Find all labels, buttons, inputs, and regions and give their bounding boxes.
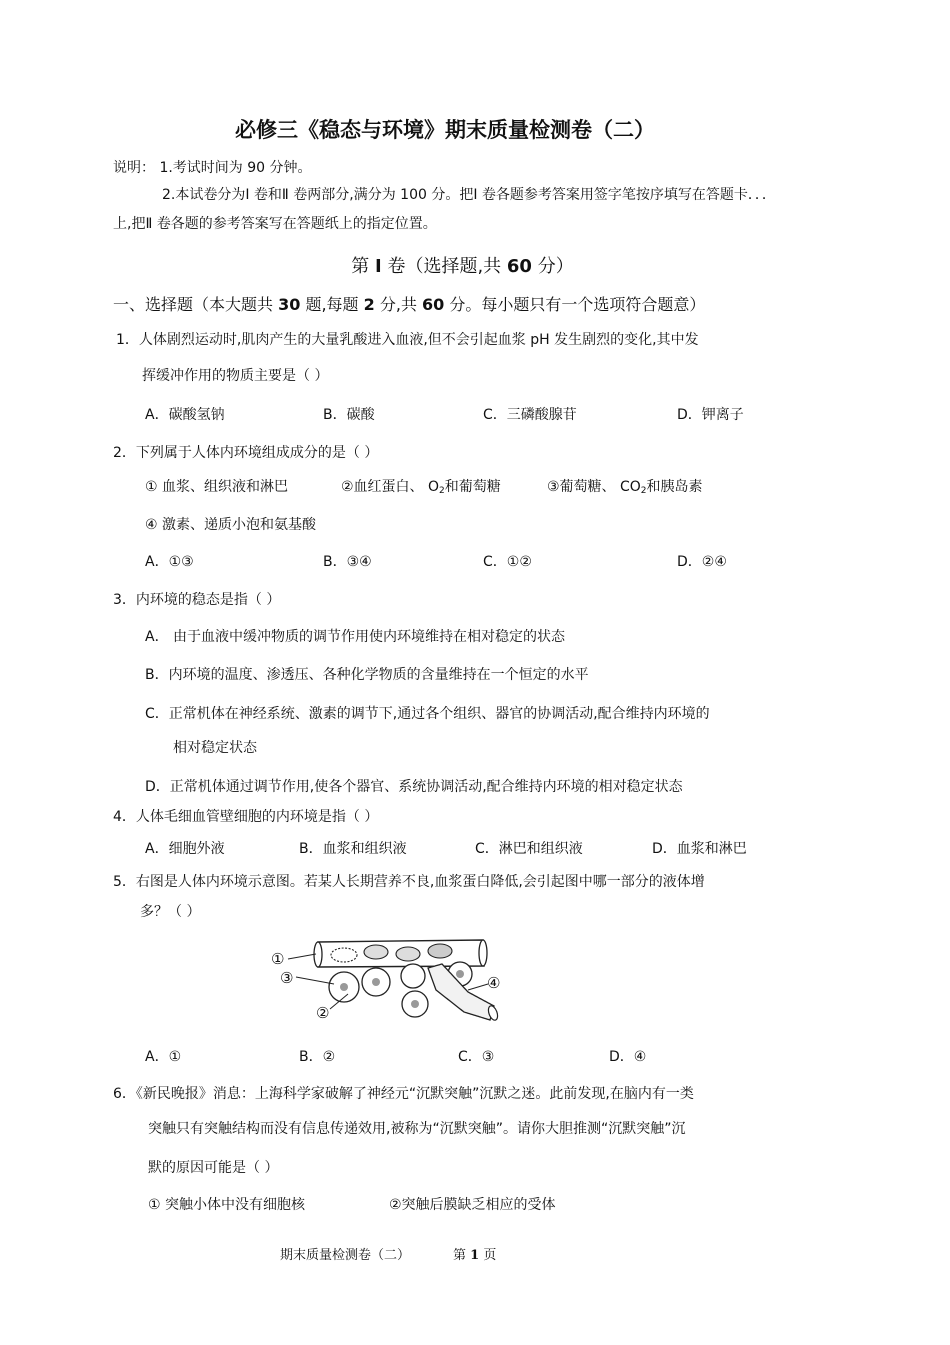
q5-line-1: 5．右图是人体内环境示意图。若某人长期营养不良,血浆蛋白降低,会引起图中哪一部分的液体增 [113,874,705,890]
part-count: 30 [278,295,301,314]
q2-option-c: C．①② [483,554,532,570]
note-line-2: 2.本试卷分为Ⅰ 卷和Ⅱ 卷两部分,满分为 100 分。把Ⅰ 卷各题参考答案用签字笔按序填写在答题卡．．． [162,187,776,203]
part-each: 2 [363,295,375,314]
q2-item-4: ④ 激素、递质小泡和氨基酸 [145,517,317,533]
section-heading [0,252,925,278]
section-roman: I [375,256,382,277]
q4-stem: 4．人体毛细血管壁细胞的内环境是指（ ） [113,809,379,825]
q2-item-2 [341,476,501,496]
cell-nucleus [456,970,464,978]
figure-label-4: ④ [487,974,501,992]
note-line-3: 上,把Ⅱ 卷各题的参考答案写在答题纸上的指定位置。 [113,216,437,232]
blood-cell [396,947,420,961]
footer-page-post: 页 [479,1248,497,1263]
cell-nucleus [340,983,348,991]
q4-option-a: A．细胞外液 [145,841,225,857]
q6-line-2: 突触只有突触结构而没有信息传递效用,被称为“沉默突触”。请你大胆推测“沉默突触”沉 [148,1121,686,1137]
q4-option-b: B．血浆和组织液 [299,841,407,857]
q5-option-a: A．① [145,1049,182,1065]
q5-line-2: 多？（ ） [140,904,201,920]
q4-option-d: D．血浆和淋巴 [652,841,747,857]
q5-option-c: C．③ [458,1049,495,1065]
q3-option-c-line-2: 相对稳定状态 [173,740,257,756]
q6-item-2: ②突触后膜缺乏相应的受体 [389,1197,556,1213]
q1-option-d: D．钾离子 [677,407,744,423]
q2-option-d: D．②④ [677,554,727,570]
part-post: 分。每小题只有一个选项符合题意） [444,295,706,314]
section-score: 60 [506,256,532,277]
q1-line-1: 1．人体剧烈运动时,肌肉产生的大量乳酸进入血液,但不会引起血浆 pH 发生剧烈的变化,其中发 [116,332,699,348]
q5-option-b: B．② [299,1049,336,1065]
q2-item-3 [547,476,703,496]
q2-option-a: A．①③ [145,554,194,570]
q2-item-2-b: 和葡萄糖 [444,479,501,495]
q3-stem: 3．内环境的稳态是指（ ） [113,592,281,608]
footer-doc-name: 期末质量检测卷（二） [280,1248,411,1263]
figure-label-3: ③ [280,969,294,987]
part-total: 60 [422,295,445,314]
label-line-4 [468,984,488,990]
subscript-2: 2 [640,486,647,496]
tissue-cell [401,964,425,988]
figure-label-2: ② [316,1004,330,1022]
part-pre: 一、选择题（本大题共 [113,295,279,314]
q1-option-a: A．碳酸氢钠 [145,407,225,423]
footer-page-num: 1 [470,1248,480,1263]
q2-item-1: ① 血浆、组织液和淋巴 [145,479,289,495]
capillary-end-right [479,940,487,966]
q6-line-3: 默的原因可能是（ ） [148,1160,279,1176]
page-title: 必修三《稳态与环境》期末质量检测卷（二） [235,118,655,142]
label-line-3 [296,977,334,984]
subscript-2: 2 [439,486,445,496]
figure-label-1: ① [271,950,285,968]
cell-nucleus [372,978,380,986]
q2-item-2-a: ②血红蛋白、 O [341,479,440,495]
q1-option-b: B．碳酸 [323,407,375,423]
q6-item-1: ① 突触小体中没有细胞核 [148,1197,306,1213]
q3-option-c-line-1: C．正常机体在神经系统、激素的调节下,通过各个组织、器官的协调活动,配合维持内环境的 [145,706,710,722]
q3-option-b: B．内环境的温度、渗透压、各种化学物质的含量维持在一个恒定的水平 [145,667,589,683]
part-mid1: 题,每题 [300,295,364,314]
section-post: 分） [531,256,574,277]
q2-stem: 2．下列属于人体内环境组成成分的是（ ） [113,445,379,461]
blood-cell [331,948,357,962]
part-mid2: 分,共 [374,295,423,314]
q1-option-c: C．三磷酸腺苷 [483,407,577,423]
internal-environment-diagram [268,932,508,1024]
q1-line-2: 挥缓冲作用的物质主要是（ ） [142,368,329,384]
q4-option-c: C．淋巴和组织液 [475,841,583,857]
blood-cell [428,944,452,958]
q2-item-3-b: 和胰岛素 [646,479,703,495]
section-pre: 第 [351,256,376,277]
q2-item-3-a: ③葡萄糖、 CO [547,479,641,495]
q3-option-d: D．正常机体通过调节作用,使各个器官、系统协调活动,配合维持内环境的相对稳定状态 [145,779,683,795]
q6-line-1: 6．《新民晚报》消息：上海科学家破解了神经元“沉默突触”沉默之迷。此前发现,在脑内有一类 [113,1086,694,1102]
label-line-1 [288,954,316,959]
blood-cell [364,945,388,959]
section-mid: 卷（选择题,共 [381,256,507,277]
part-one-heading [113,292,705,315]
note-line-1: 说明： 1.考试时间为 90 分钟。 [113,160,312,176]
q2-option-b: B．③④ [323,554,372,570]
footer-page-pre: 第 [453,1248,471,1263]
footer-page-number [453,1244,496,1263]
q5-option-d: D．④ [609,1049,647,1065]
cell-nucleus [411,1000,419,1008]
q3-option-a: A． 由于血液中缓冲物质的调节作用使内环境维持在相对稳定的状态 [145,629,566,645]
